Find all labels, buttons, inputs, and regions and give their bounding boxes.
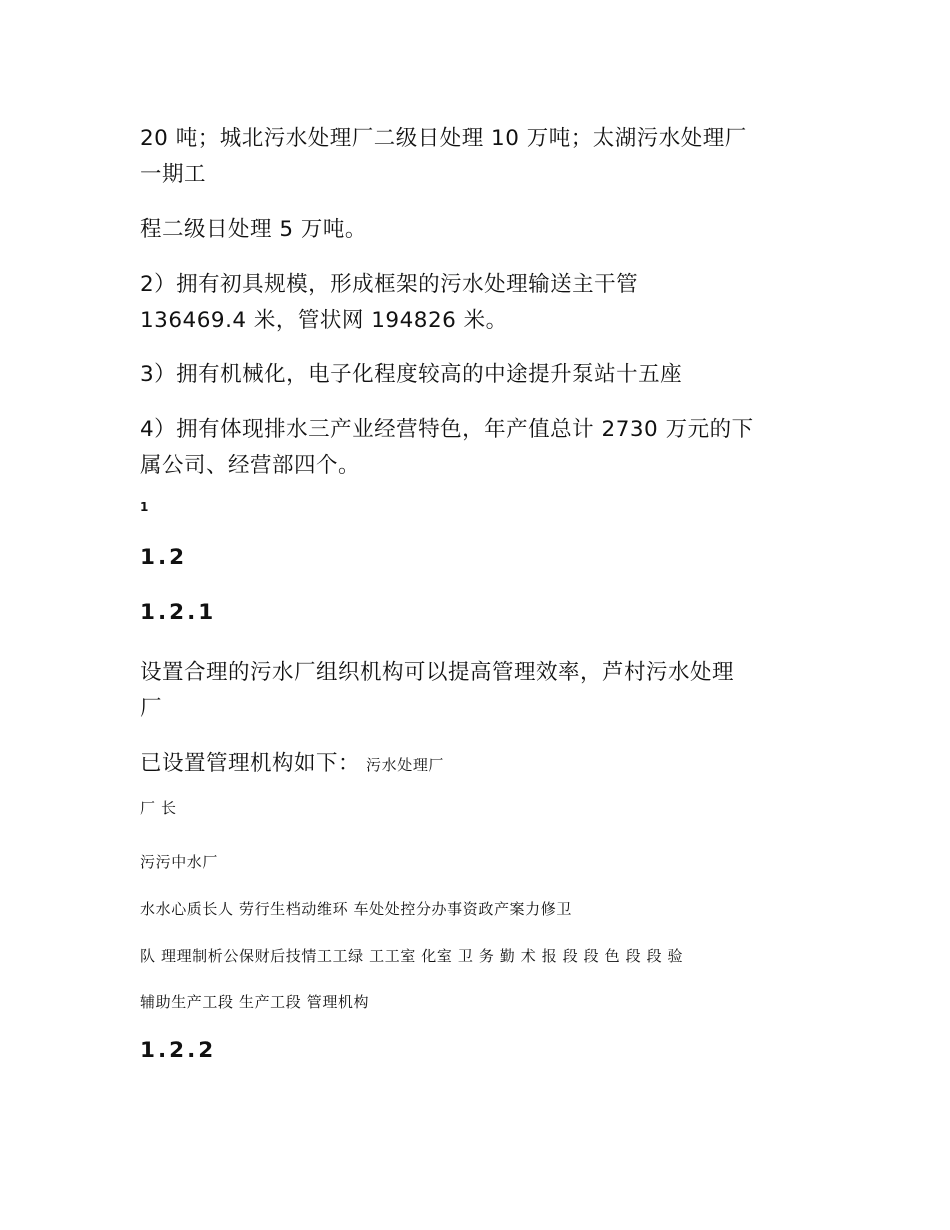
paragraph-line: 3）拥有机械化，电子化程度较高的中途提升泵站十五座: [140, 362, 683, 387]
footnote-number: 1: [140, 500, 149, 514]
org-chart-text-line: 队 理理制析公保财后技情工工绿 工工室 化室 卫 务 勤 术 报 段 段 色 段 段 验: [140, 947, 684, 965]
paragraph-text: 已设置管理机构如下：: [140, 751, 361, 776]
paragraph-line: [140, 746, 444, 777]
paragraph-line: 厂: [140, 696, 163, 721]
org-chart-text-line: 辅助生产工段 生产工段 管理机构: [140, 993, 370, 1011]
org-chart-root-label: 污水处理厂: [366, 756, 445, 774]
paragraph-line: 2）拥有初具规模，形成框架的污水处理输送主干管: [140, 272, 639, 297]
section-heading-1-2-2: 1.2.2: [140, 1038, 217, 1063]
paragraph-line: 一期工: [140, 162, 207, 187]
paragraph-line: 4）拥有体现排水三产业经营特色，年产值总计 2730 万元的下: [140, 417, 754, 442]
org-chart-text-line: 水水心质长人 劳行生档动维环 车处处控分办事资政产案力修卫: [140, 900, 572, 918]
paragraph-line: 属公司、经营部四个。: [140, 453, 361, 478]
org-chart-text-line: 厂 长: [140, 799, 177, 817]
paragraph-line: 20 吨；城北污水处理厂二级日处理 10 万吨；太湖污水处理厂: [140, 126, 747, 151]
org-chart-text-line: 污污中水厂: [140, 853, 219, 871]
section-heading-1-2-1: 1.2.1: [140, 600, 217, 625]
paragraph-line: 136469.4 米，管状网 194826 米。: [140, 308, 508, 333]
section-heading-1-2: 1.2: [140, 545, 188, 570]
paragraph-line: 设置合理的污水厂组织机构可以提高管理效率，芦村污水处理: [140, 660, 735, 685]
paragraph-line: 程二级日处理 5 万吨。: [140, 217, 367, 242]
